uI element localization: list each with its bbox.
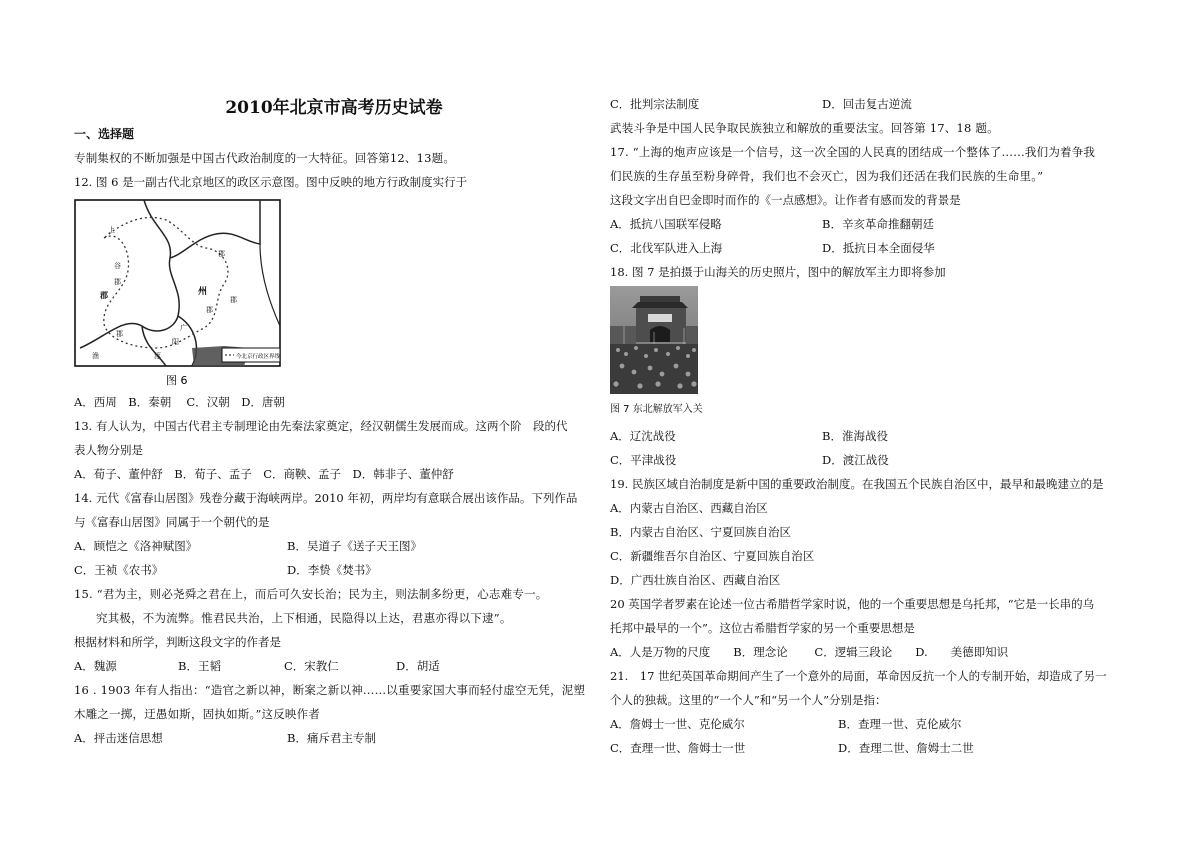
question-20-line1: 20 英国学者罗素在论述一位古希腊哲学家时说，他的一个重要思想是乌托邦，“它是一长串的乌 <box>610 597 1095 611</box>
question-16-line2: 木雕之一掷，迂愚如斯，固执如斯。”这反映作者 <box>74 707 321 721</box>
option-c: C．宋教仁 <box>284 659 339 673</box>
photo-caption: 图 7 东北解放军入关 <box>610 404 703 415</box>
left-column <box>74 92 594 750</box>
map-label: 渔 <box>92 352 99 360</box>
question-18-options-row2 <box>610 448 1130 472</box>
option-a: A．抵抗八国联军侵略 <box>610 217 722 231</box>
map-label: 郡 <box>100 290 108 300</box>
option-b: B．辛亥革命推翻朝廷 <box>822 217 934 231</box>
question-21-options-row2 <box>610 736 1130 760</box>
option-d: D．李贽《焚书》 <box>287 563 377 577</box>
map-label: 阳 <box>172 338 179 346</box>
map-label: 郡 <box>116 330 123 338</box>
question-13-line1: 13. 有人认为，中国古代君主专制理论由先秦法家奠定，经汉朝儒生发展而成。这两个阶 段的代 <box>74 419 568 433</box>
question-19-option-c: C．新疆维吾尔自治区、宁夏回族自治区 <box>610 549 815 563</box>
option-a: A．魏源 <box>74 659 117 673</box>
option-b: B．痛斥君主专制 <box>287 731 376 745</box>
historical-photo <box>610 286 698 394</box>
question-16-line1: 16 . 1903 年有人指出：“造官之新以神，断案之新以神……以重要家国大事而轻付虚空无凭，泥塑 <box>74 683 586 697</box>
question-14-line2: 与《富春山居图》同属于一个朝代的是 <box>74 515 270 529</box>
map-label: 郡 <box>206 306 213 314</box>
option-a: A．抨击迷信思想 <box>74 731 163 745</box>
question-20-options: A．人是万物的尺度 B．理念论 C．逻辑三段论 D. 美德即知识 <box>610 645 1009 659</box>
question-17-line3: 这段文字出自巴金即时而作的《一点感想》。让作者有感而发的背景是 <box>610 193 961 207</box>
option-c: C．查理一世、詹姆士一世 <box>610 741 746 755</box>
section-heading: 一、选择题 <box>74 127 135 141</box>
question-17-options-row1 <box>610 212 1130 236</box>
map-label: 涿 <box>154 352 161 360</box>
question-19: 19. 民族区域自治制度是新中国的重要政治制度。在我国五个民族自治区中，最早和最晚建立的是 <box>610 477 1104 491</box>
photo-figure-7 <box>610 286 698 394</box>
question-14-options-row1 <box>74 534 594 558</box>
map-label: 郡 <box>218 250 225 258</box>
map-legend: 今北京行政区界线 <box>236 354 281 360</box>
option-a: A．顾恺之《洛神赋图》 <box>74 539 198 553</box>
option-d: D．查理二世、詹姆士二世 <box>838 741 974 755</box>
question-18: 18. 图 7 是拍摄于山海关的历史照片，图中的解放军主力即将参加 <box>610 265 946 279</box>
option-a: A．辽沈战役 <box>610 429 676 443</box>
question-12: 12. 图 6 是一副古代北京地区的政区示意图。图中反映的地方行政制度实行于 <box>74 175 468 189</box>
question-13-line2: 表人物分别是 <box>74 443 143 457</box>
map-label: 郡 <box>230 296 237 304</box>
question-21-line2: 个人的独裁。这里的“一个人”和“另一个人”分别是指： <box>610 693 887 707</box>
option-d: D．回击复古逆流 <box>822 97 912 111</box>
map-figure-6 <box>74 198 286 386</box>
option-d: D．渡江战役 <box>822 453 889 467</box>
question-16-options-row2 <box>610 92 1130 116</box>
question-16-options-row1 <box>74 726 594 750</box>
option-b: B．淮海战役 <box>822 429 888 443</box>
question-17-line1: 17. “上海的炮声应该是一个信号，这一次全国的人民真的团结成一个整体了……我们为着争我 <box>610 145 1096 159</box>
map-caption: 图 6 <box>166 374 188 386</box>
question-18-options-row1 <box>610 424 1130 448</box>
question-20-line2: 托邦中最早的一个”。这位古希腊哲学家的另一个重要思想是 <box>610 621 915 635</box>
question-15-options <box>74 654 594 678</box>
question-17-options-row2 <box>610 236 1130 260</box>
question-14-line1: 14. 元代《富春山居图》残卷分藏于海峡两岸。2010 年初，两岸均有意联合展出该作品。下列作品 <box>74 491 578 505</box>
map-label: 谷 <box>114 262 121 270</box>
option-c: C．王祯《农书》 <box>74 563 164 577</box>
question-13-options: A．荀子、董仲舒 B．荀子、孟子 C．商鞅、孟子 D．韩非子、董仲舒 <box>74 467 454 481</box>
question-14-options-row2 <box>74 558 594 582</box>
question-21-options-row1 <box>610 712 1130 736</box>
question-19-option-a: A．内蒙古自治区、西藏自治区 <box>610 501 768 515</box>
option-c: C．平津战役 <box>610 453 677 467</box>
intro-12-13: 专制集权的不断加强是中国古代政治制度的一大特征。回答第12、13题。 <box>74 151 456 165</box>
question-21-line1: 21. 17 世纪英国革命期间产生了一个意外的局面，革命因反抗一个人的专制开始，却造成了另一 <box>610 669 1107 683</box>
option-d: D．抵抗日本全面侵华 <box>822 241 935 255</box>
question-19-option-d: D．广西壮族自治区、西藏自治区 <box>610 573 781 587</box>
map-label: 郡 <box>114 278 121 286</box>
option-c: C．北伐军队进入上海 <box>610 241 723 255</box>
option-a: A．詹姆士一世、克伦威尔 <box>610 717 745 731</box>
map-label: 广 <box>180 324 187 332</box>
intro-17-18: 武装斗争是中国人民争取民族独立和解放的重要法宝。回答第 17、18 题。 <box>610 121 999 135</box>
question-12-options: A．西周 B．秦朝 C．汉朝 D．唐朝 <box>74 395 285 409</box>
option-b: B．查理一世、克伦威尔 <box>838 717 962 731</box>
option-b: B．王韬 <box>178 659 221 673</box>
map-image <box>74 198 286 386</box>
map-label: 州 <box>198 287 208 297</box>
question-17-line2: 们民族的生存虽至粉身碎骨，我们也不会灭亡，因为我们还活在我们民族的生命里。” <box>610 169 1044 183</box>
map-label: 上 <box>108 226 115 234</box>
option-c: C．批判宗法制度 <box>610 97 700 111</box>
question-19-option-b: B．内蒙古自治区、宁夏回族自治区 <box>610 525 791 539</box>
option-d: D．胡适 <box>396 659 440 673</box>
option-b: B．吴道子《送子天王图》 <box>287 539 422 553</box>
question-15-line1: 15. “君为主，则必尧舜之君在上，而后可久安长治；民为主，则法制多纷更，心志难专一。 <box>74 587 548 601</box>
right-column <box>610 92 1130 760</box>
page-title: 2010年北京市高考历史试卷 <box>225 98 443 118</box>
question-15-line2: 究其极，不为流弊。惟君民共治，上下相通，民隐得以上达，君惠亦得以下逮”。 <box>96 611 512 625</box>
question-15-line3: 根据材料和所学，判断这段文字的作者是 <box>74 635 281 649</box>
